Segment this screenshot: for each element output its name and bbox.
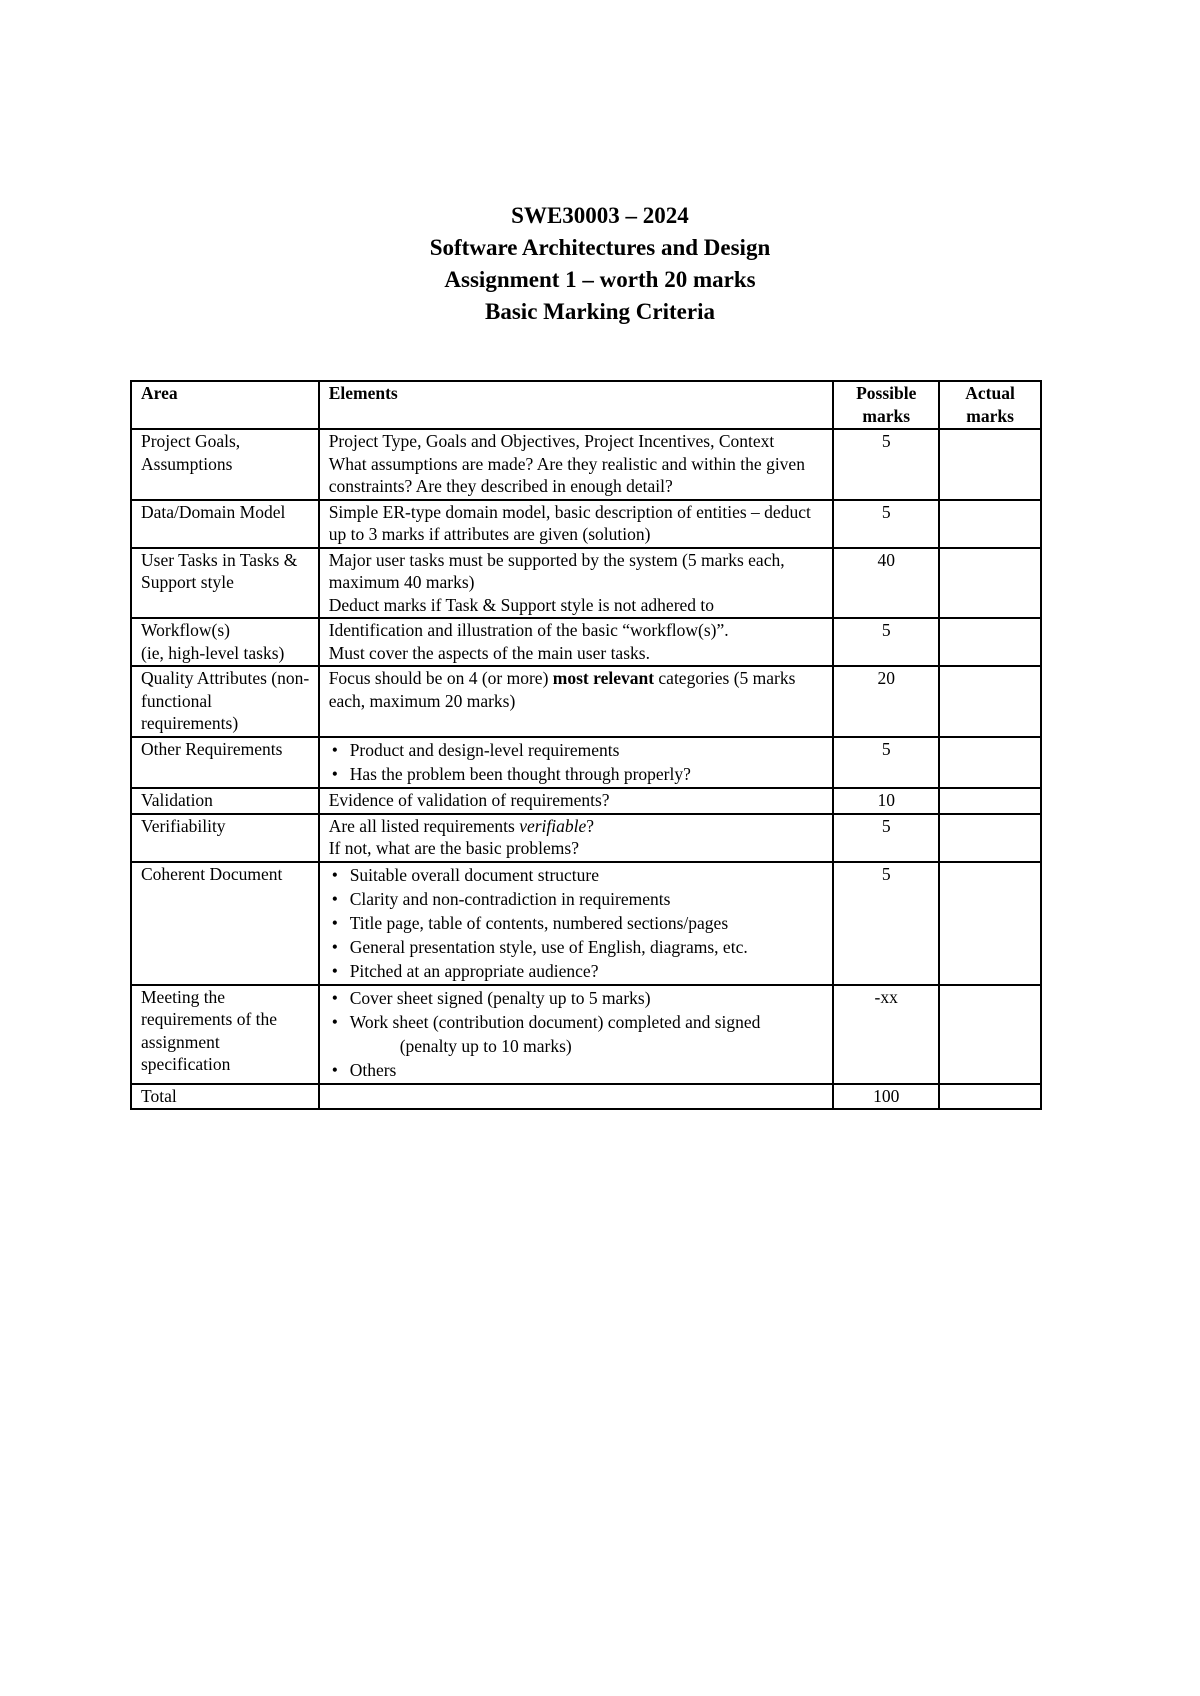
criteria-heading: Basic Marking Criteria [485, 299, 715, 324]
total-row [131, 1084, 1041, 1110]
actual-marks-cell [939, 788, 1041, 814]
bullet-list [329, 738, 827, 786]
possible-marks-cell: 40 [833, 548, 939, 619]
list-item-continuation: (penalty up to 10 marks) [399, 1035, 572, 1056]
list-item [329, 1010, 827, 1058]
elements-cell: Simple ER-type domain model, basic description of entities – deduct up to 3 marks if attributes are given (solution) [319, 500, 834, 548]
elements-text: categories (5 marks each, maximum 20 marks) [328, 668, 796, 711]
table-row [131, 618, 1041, 666]
elements-text: Must cover the aspects of the main user tasks. [328, 642, 650, 663]
possible-marks-cell: 5 [833, 500, 939, 548]
possible-marks-cell: 5 [833, 737, 939, 788]
elements-text-part: Are all listed requirements [328, 815, 520, 836]
possible-marks-cell: 10 [833, 788, 939, 814]
possible-marks-cell: 5 [833, 862, 939, 985]
possible-marks-cell: 5 [833, 618, 939, 666]
area-cell: Meeting the requirements of the assignment specification [131, 985, 319, 1084]
list-item: • Others [329, 1058, 827, 1082]
actual-marks-cell [939, 814, 1041, 862]
actual-marks-cell [939, 618, 1041, 666]
area-cell: Validation [131, 788, 319, 814]
area-cell [131, 618, 319, 666]
elements-cell [319, 862, 834, 985]
table-row [131, 500, 1041, 548]
table-row [131, 788, 1041, 814]
elements-text: What assumptions are made? Are they realistic and within the given constraints? Are they described in enough detail? [328, 453, 805, 496]
table-row [131, 737, 1041, 788]
area-cell: Other Requirements [131, 737, 319, 788]
total-actual-marks [939, 1084, 1041, 1110]
course-name: Software Architectures and Design [429, 235, 771, 260]
elements-text: Deduct marks if Task & Support style is not adhered to [328, 594, 715, 615]
actual-marks-cell [939, 666, 1041, 737]
area-cell: User Tasks in Tasks & Support style [131, 548, 319, 619]
bullet-list [329, 986, 827, 1082]
area-cell: Total [131, 1084, 319, 1110]
marking-criteria-table [130, 380, 1042, 1110]
table-row [131, 429, 1041, 500]
elements-cell [319, 548, 834, 619]
elements-cell [319, 666, 834, 737]
elements-cell: Evidence of validation of requirements? [319, 788, 834, 814]
elements-cell [319, 985, 834, 1084]
actual-marks-cell [939, 500, 1041, 548]
assignment-name: Assignment 1 – worth 20 marks [444, 267, 756, 292]
list-item: • Has the problem been thought through properly? [329, 762, 827, 786]
table-row [131, 985, 1041, 1084]
table-row [131, 814, 1041, 862]
course-code: SWE30003 – 2024 [511, 203, 689, 228]
area-cell: Verifiability [131, 814, 319, 862]
actual-marks-cell [939, 862, 1041, 985]
header-area: Area [131, 381, 319, 429]
header-elements: Elements [319, 381, 834, 429]
elements-text: If not, what are the basic problems? [328, 838, 579, 858]
list-item: • General presentation style, use of English, diagrams, etc. [329, 935, 827, 959]
area-cell: Data/Domain Model [131, 500, 319, 548]
elements-cell [319, 737, 834, 788]
elements-text: Identification and illustration of the basic “workflow(s)”. [328, 620, 729, 640]
elements-cell [319, 814, 834, 862]
elements-text: Project Type, Goals and Objectives, Project Incentives, Context [328, 431, 775, 451]
possible-marks-cell: 20 [833, 666, 939, 737]
table-header-row [131, 381, 1041, 429]
elements-cell [319, 618, 834, 666]
document-title [0, 200, 1200, 328]
elements-italic: verifiable [519, 815, 587, 836]
list-item: • Cover sheet signed (penalty up to 5 marks) [329, 986, 827, 1010]
actual-marks-cell [939, 737, 1041, 788]
list-item: • Pitched at an appropriate audience? [329, 959, 827, 983]
elements-emphasis: most relevant [552, 668, 655, 688]
elements-text: Focus should be on 4 (or more) [328, 668, 553, 688]
header-possible-marks: Possible marks [833, 381, 939, 429]
total-possible-marks: 100 [833, 1084, 939, 1110]
area-text: (ie, high-level tasks) [141, 642, 285, 663]
header-actual-marks: Actual marks [939, 381, 1041, 429]
actual-marks-cell [939, 429, 1041, 500]
elements-text-part: ? [586, 815, 595, 836]
table-row [131, 666, 1041, 737]
table-row [131, 548, 1041, 619]
bullet-list [329, 863, 827, 983]
elements-cell [319, 1084, 834, 1110]
list-item: • Suitable overall document structure [329, 863, 827, 887]
list-item: • Product and design-level requirements [329, 738, 827, 762]
area-cell: Coherent Document [131, 862, 319, 985]
elements-cell [319, 429, 834, 500]
possible-marks-cell: 5 [833, 814, 939, 862]
elements-text: Major user tasks must be supported by the system (5 marks each, maximum 40 marks) [328, 549, 785, 592]
list-item-text: Work sheet (contribution document) completed and signed [349, 1011, 761, 1032]
list-item: • Clarity and non-contradiction in requirements [329, 887, 827, 911]
actual-marks-cell [939, 985, 1041, 1084]
possible-marks-cell: -xx [833, 985, 939, 1084]
possible-marks-cell: 5 [833, 429, 939, 500]
area-text: Workflow(s) [141, 620, 230, 640]
area-cell: Project Goals, Assumptions [131, 429, 319, 500]
table-row [131, 862, 1041, 985]
elements-text [329, 815, 827, 838]
actual-marks-cell [939, 548, 1041, 619]
list-item: • Title page, table of contents, numbered sections/pages [329, 911, 827, 935]
area-cell: Quality Attributes (non-functional requirements) [131, 666, 319, 737]
